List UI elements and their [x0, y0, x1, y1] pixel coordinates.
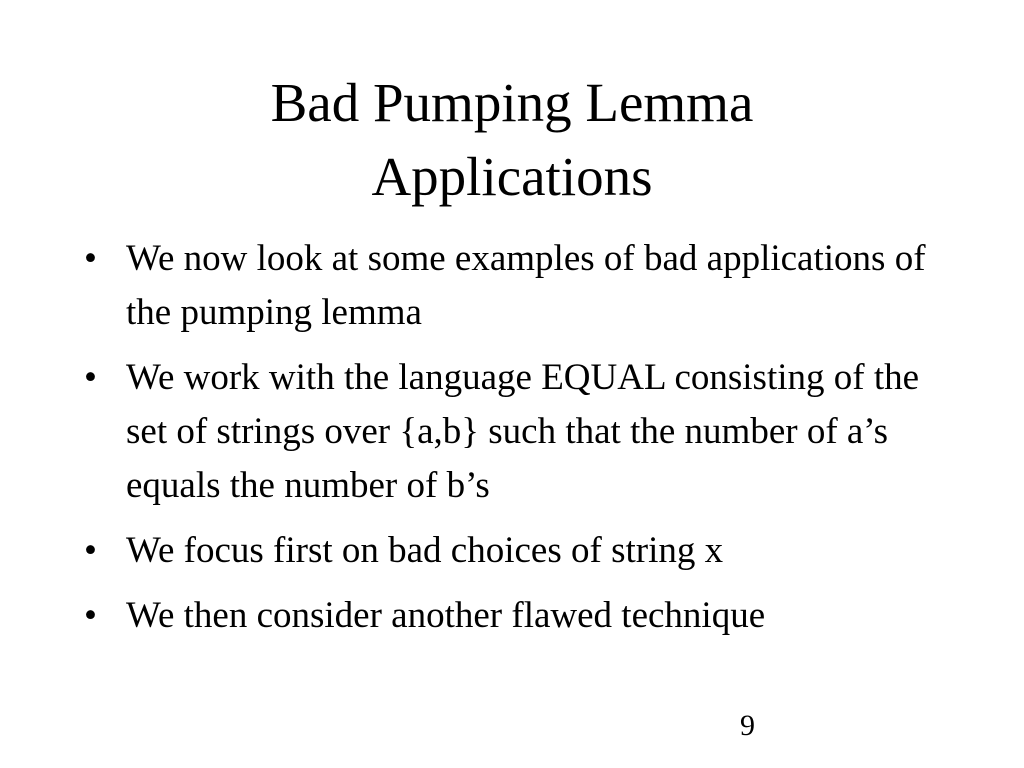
slide-title-line-1: Bad Pumping Lemma: [270, 72, 754, 133]
bullet-list: [84, 232, 944, 654]
slide-title: [0, 66, 1024, 214]
bullet-text: We work with the language EQUAL consisting of the set of strings over {a,b} such that the number of a’s equals the number of b’s: [126, 357, 920, 506]
bullet-item: [84, 232, 944, 340]
bullet-text: We now look at some examples of bad applications of the pumping lemma: [126, 238, 926, 333]
bullet-text: We then consider another flawed technique: [126, 595, 766, 636]
bullet-icon: •: [84, 595, 97, 636]
slide-title-line-2: Applications: [371, 146, 653, 207]
bullet-icon: •: [84, 357, 97, 398]
bullet-item: [84, 351, 944, 513]
bullet-icon: •: [84, 530, 97, 571]
page-number: 9: [740, 709, 755, 742]
bullet-item: [84, 524, 944, 578]
bullet-item: [84, 589, 944, 643]
bullet-icon: •: [84, 238, 97, 279]
bullet-text: We focus first on bad choices of string x: [126, 530, 724, 571]
